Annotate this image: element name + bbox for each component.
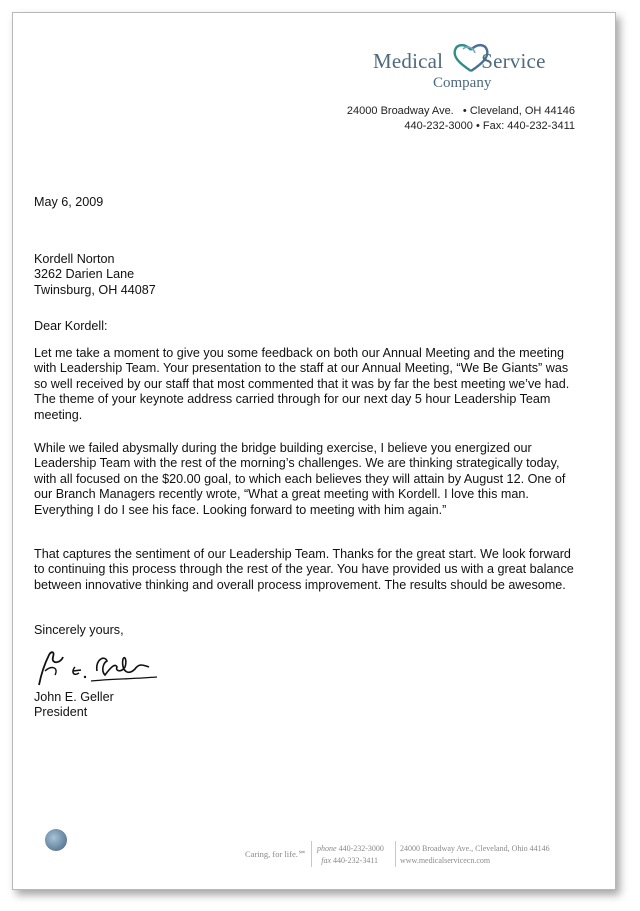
company-word-service: Service xyxy=(481,49,546,73)
footer-divider-1 xyxy=(311,841,312,867)
body-paragraph-2: While we failed abysmally during the bridge building exercise, I believe you energized our Leadership Team with the rest of the morning’s challenges. We are thinking strategically today, with all focused on the $20.00 goal, to which each believes they will attain by August 12. One of our Branch Managers recently wrote, “What a great meeting with Kordell. I love this man. Everything I do I see his face. Looking forward to meeting with him again.” xyxy=(34,441,566,517)
company-name xyxy=(373,49,546,74)
footer-tagline: Caring, for life.℠ xyxy=(245,849,307,859)
letter-date: May 6, 2009 xyxy=(34,195,104,209)
signer-block xyxy=(34,690,114,721)
footer-phone-number: 440-232-3000 xyxy=(338,844,384,853)
company-word-medical: Medical xyxy=(373,49,444,73)
recipient-name: Kordell Norton xyxy=(34,252,115,266)
signer-title: President xyxy=(34,705,88,720)
company-word-company: Company xyxy=(433,75,492,91)
letter-page xyxy=(12,12,616,890)
company-logo xyxy=(373,41,573,103)
signer-name: John E. Geller xyxy=(34,690,114,704)
footer-fax-number: 440-232-3411 xyxy=(333,856,379,865)
footer-website: www.medicalservicecn.com xyxy=(400,856,491,865)
footer-divider-2 xyxy=(395,841,396,867)
recipient-street: 3262 Darien Lane xyxy=(34,267,135,282)
recipient-city: Twinsburg, OH 44087 xyxy=(34,282,156,297)
body-paragraph-3: That captures the sentiment of our Leadership Team. Thanks for the great start. We look forward to continuing this process through the rest of the year. You have provided us with a great balance between innovative thinking and overall process improvement. The results should be awesome. xyxy=(34,547,574,592)
handwritten-signature xyxy=(31,641,161,691)
footer-street: 24000 Broadway Ave., Cleveland, Ohio 44146 xyxy=(400,844,550,853)
recipient-address xyxy=(34,252,156,298)
footer-phone-label: phone xyxy=(317,844,337,853)
closing: Sincerely yours, xyxy=(34,623,124,637)
letterhead-phone-fax: 440-232-3000 • Fax: 440-232-3411 xyxy=(404,120,575,132)
greeting: Dear Kordell: xyxy=(34,319,108,333)
footer-phone xyxy=(317,844,384,853)
footer-seal-mark xyxy=(45,829,67,851)
letterhead-address: 24000 Broadway Ave. • Cleveland, OH 44146 xyxy=(346,105,575,117)
footer-seal-icon xyxy=(35,829,79,869)
body-paragraph-1: Let me take a moment to give you some feedback on both our Annual Meeting and the meeting with Leadership Team. Your presentation to the staff at our Annual Meeting, “We Be Giants” was so well received by our staff that most commented that it was by far the best meeting we’ve had. The theme of your keynote address carried through for our next day 5 hour Leadership Team meeting. xyxy=(34,346,570,422)
footer-fax-label: fax xyxy=(321,856,331,865)
footer-fax xyxy=(317,856,378,865)
